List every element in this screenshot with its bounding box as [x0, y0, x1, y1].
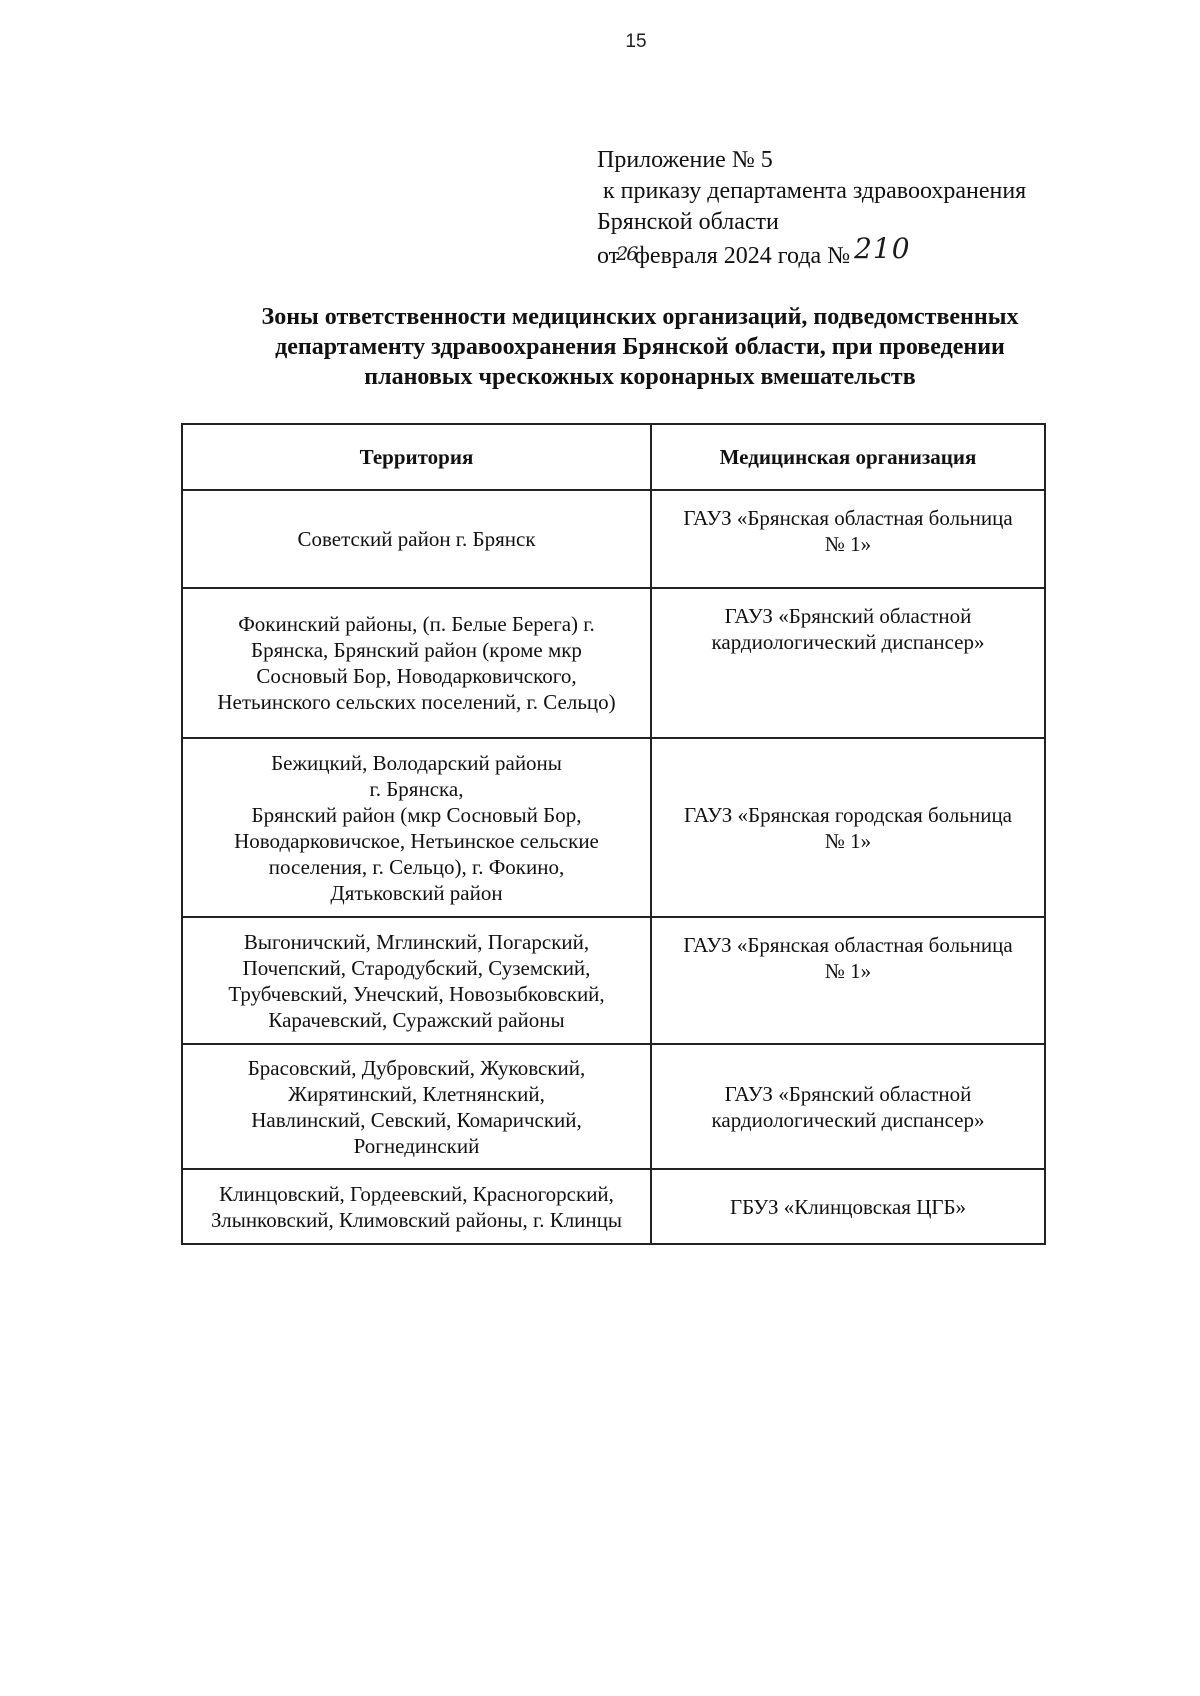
responsibility-zones-table — [181, 423, 1046, 1245]
organization-name: ГАУЗ «Брянская областная больница № 1» — [683, 506, 1013, 556]
organization-name: ГАУЗ «Брянская городская больница № 1» — [683, 802, 1013, 853]
organization-name: ГАУЗ «Брянский областной кардиологический диспансер» — [711, 1081, 985, 1132]
handwritten-day: 26 — [616, 243, 637, 265]
table-row — [182, 1044, 1045, 1169]
territory-cell: Выгоничский, Мглинский, Погарский, Почепский, Стародубский, Суземский, Трубчевский, Унечский, Новозыбковский, Карачевский, Суражский районы — [182, 917, 651, 1044]
organization-cell — [651, 917, 1045, 1044]
organization-cell — [651, 1044, 1045, 1169]
territory-cell: Фокинский районы, (п. Белые Берега) г. Брянска, Брянский район (кроме мкр Сосновый Бор, Новодарковичского, Нетьинского сельских поселений, г. Сельцо) — [182, 588, 651, 738]
appendix-number: Приложение № 5 — [597, 147, 773, 173]
document-title — [150, 302, 1130, 392]
table-row — [182, 588, 1045, 738]
appendix-order-reference: к приказу департамента здравоохранения — [603, 178, 1027, 204]
page-number: 15 — [625, 31, 647, 52]
title-line-3: плановых чрескожных коронарных вмешательств — [364, 364, 916, 390]
header-organization: Медицинская организация — [651, 424, 1045, 490]
organization-cell — [651, 738, 1045, 917]
table-row — [182, 738, 1045, 917]
territory-cell: Советский район г. Брянск — [182, 490, 651, 588]
organization-cell — [651, 588, 1045, 738]
appendix-date-line — [597, 232, 1157, 273]
date-prefix: от — [597, 243, 620, 269]
organization-name: ГАУЗ «Брянская областная больница № 1» — [683, 933, 1013, 983]
table-row — [182, 1169, 1045, 1244]
table-body — [182, 490, 1045, 1244]
appendix-region: Брянской области — [597, 209, 779, 235]
table-row — [182, 917, 1045, 1044]
header-territory: Территория — [182, 424, 651, 490]
territory-cell: Брасовский, Дубровский, Жуковский, Жирятинский, Клетнянский, Навлинский, Севский, Комаричский, Рогнединский — [182, 1044, 651, 1169]
title-line-1: Зоны ответственности медицинских организаций, подведомственных — [261, 304, 1019, 330]
date-text: февраля 2024 года № — [634, 243, 851, 269]
title-line-2: департаменту здравоохранения Брянской области, при проведении — [275, 334, 1005, 360]
table-row — [182, 490, 1045, 588]
organization-cell — [651, 490, 1045, 588]
handwritten-order-number: 210 — [854, 232, 911, 265]
organization-name: ГБУЗ «Клинцовская ЦГБ» — [729, 1194, 967, 1219]
territory-cell: Клинцовский, Гордеевский, Красногорский, Злынковский, Климовский районы, г. Клинцы — [182, 1169, 651, 1244]
appendix-header — [597, 145, 1157, 273]
organization-name: ГАУЗ «Брянский областной кардиологический диспансер» — [711, 604, 985, 654]
territory-cell: Бежицкий, Володарский районы г. Брянска, Брянский район (мкр Сосновый Бор, Новодарковичское, Нетьинское сельские поселения, г. Сельцо), г. Фокино, Дятьковский район — [182, 738, 651, 917]
table-header-row — [182, 424, 1045, 490]
organization-cell — [651, 1169, 1045, 1244]
